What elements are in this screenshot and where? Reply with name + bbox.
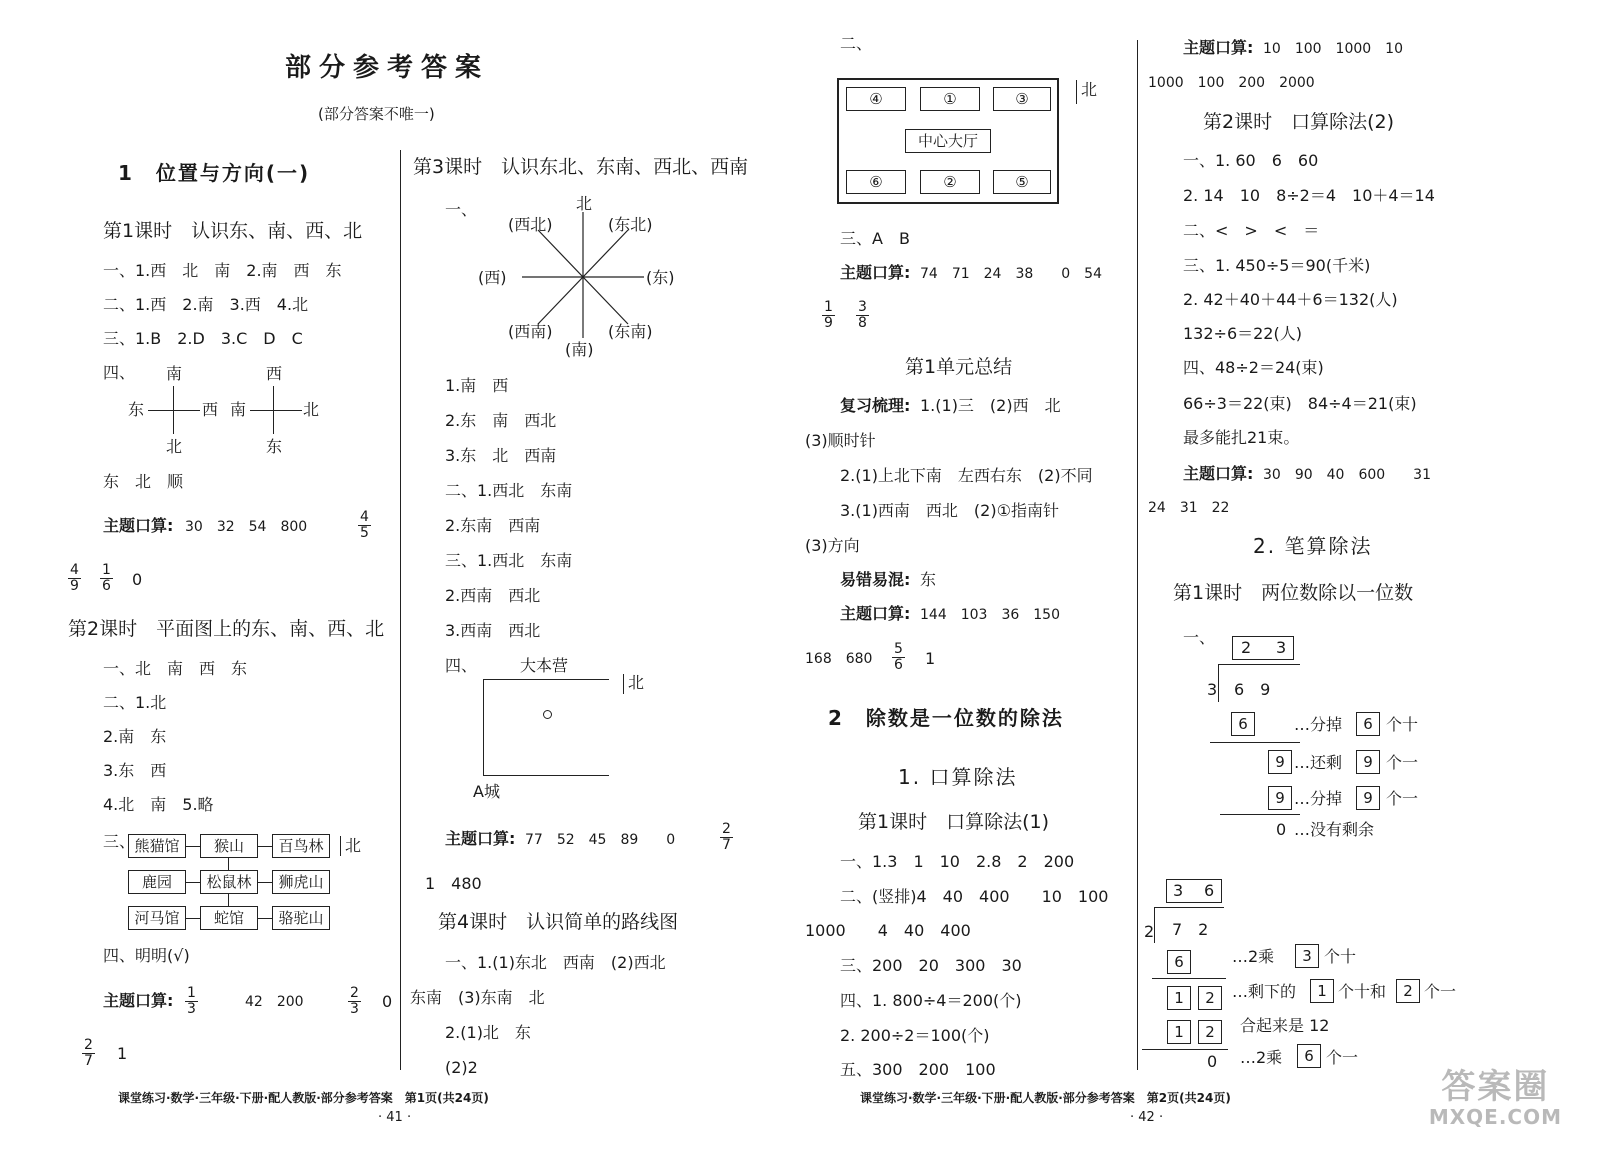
- div1-r4: 0: [1276, 820, 1287, 839]
- left-footer: 课堂练习·数学·三年级·下册·配人教版·部分参考答案 第1页(共24页): [118, 1091, 489, 1105]
- zoo-link: [258, 846, 272, 847]
- left-page-number: · 41 ·: [378, 1110, 412, 1125]
- route-line: [483, 775, 609, 776]
- zoo-cell-3: 鹿园: [128, 870, 186, 894]
- watermark-url: MXQE.COM: [1428, 1105, 1562, 1129]
- oral1-frac-a: $\frac{1}{9}$: [824, 299, 833, 331]
- cross2-top: 西: [266, 364, 283, 383]
- div2-t2b: 1: [1310, 979, 1334, 1003]
- zoo-link: [258, 918, 272, 919]
- div1-dividend: 6 9: [1234, 680, 1271, 699]
- c2-line-8: 66÷3＝22(束) 84÷4＝21(束): [1183, 394, 1417, 413]
- c2-q1-label: 一、: [1183, 628, 1216, 647]
- lesson1-q4-label: 四、: [103, 363, 136, 382]
- cross2-right: 北: [303, 400, 320, 419]
- lesson4-heading: 第4课时 认识简单的路线图: [438, 911, 679, 933]
- c2-line-7: 四、48÷2＝24(束): [1183, 358, 1324, 377]
- lesson3-q4-label: 四、: [445, 656, 478, 675]
- compass-se: (东南): [608, 322, 653, 341]
- lesson4-line-2: 东南 (3)东南 北: [410, 988, 545, 1007]
- cross1-bottom: 北: [166, 437, 183, 456]
- r-lesson1-heading: 第1课时 口算除法(1): [858, 811, 1050, 833]
- hall-room-bottom-1: ②: [920, 170, 980, 194]
- div2-r2b: 2: [1198, 986, 1222, 1010]
- c2-oral2-tail: 24 31 22: [1148, 500, 1230, 516]
- right-footer: 课堂练习·数学·三年级·下册·配人教版·部分参考答案 第2页(共24页): [860, 1091, 1231, 1105]
- lesson2-line-2: 二、1.北: [103, 693, 167, 712]
- c2-line-1: 一、1. 60 6 60: [1183, 151, 1319, 170]
- watermark-logo: [1428, 1067, 1562, 1132]
- div1-t1c: 个十: [1386, 715, 1419, 734]
- compass-ne: (东北): [608, 215, 653, 234]
- div2-t3: 合起来是 12: [1240, 1016, 1330, 1035]
- div2-r2a: 1: [1167, 986, 1191, 1010]
- div1-t1b: 6: [1356, 712, 1380, 736]
- zoo-cell-0: 熊猫馆: [128, 834, 186, 858]
- route-city: A城: [473, 782, 500, 801]
- column-divider: [1137, 40, 1138, 1070]
- div2-dividend: 7 2: [1172, 920, 1209, 939]
- lesson1-line-3: 三、1.B 2.D 3.C D C: [103, 329, 303, 348]
- lesson1-tail: 东 北 顺: [103, 472, 184, 491]
- right-page-number: · 42 ·: [1130, 1110, 1164, 1125]
- compass-s: (南): [565, 340, 594, 359]
- route-north: 北: [628, 673, 645, 692]
- div1-t2b: 9: [1356, 750, 1380, 774]
- div2-t2a: …剩下的: [1232, 982, 1297, 1001]
- zoo-link: [228, 858, 229, 870]
- lesson3-line-5: 2.东南 西南: [445, 516, 541, 535]
- div2-q2: 6: [1204, 881, 1215, 900]
- lesson1-oral-values: 30 32 54 800: [185, 519, 308, 535]
- div2-r3b: 2: [1198, 1020, 1222, 1044]
- c2-line-4: 三、1. 450÷5＝90(千米): [1183, 256, 1371, 275]
- lesson3-heading: 第3课时 认识东北、东南、西北、西南: [413, 156, 749, 178]
- div1-rule: [1220, 814, 1300, 815]
- div1-q2: 3: [1276, 638, 1287, 657]
- lesson1-oral-label: 主题口算:: [103, 516, 174, 535]
- hall-room-bottom-2: ⑤: [993, 170, 1051, 194]
- cross1-h: [148, 410, 200, 411]
- unit1-heading: 1 位置与方向(一): [118, 161, 311, 185]
- sec1-heading: 1. 口算除法: [898, 765, 1018, 789]
- compass-w: (西): [478, 268, 507, 287]
- r-lesson1-line-6: 2. 200÷2＝100(个): [840, 1026, 990, 1045]
- div2-t2d: 2: [1396, 979, 1420, 1003]
- oral1-values: 74 71 24 38 0 54: [920, 266, 1102, 282]
- lesson2-frac-c: $\frac{2}{7}$: [84, 1037, 93, 1069]
- div2-r3a: 1: [1167, 1020, 1191, 1044]
- div2-bracket: [1154, 907, 1224, 908]
- hall-room-top-2: ③: [993, 87, 1051, 111]
- cross2-bottom: 东: [266, 437, 283, 456]
- cross2-v: [273, 386, 274, 434]
- summary-line-4: 3.(1)西南 西北 (2)①指南针: [840, 501, 1059, 520]
- lesson3-q1-label: 一、: [445, 200, 478, 219]
- summary-confuse-label: 易错易混:: [840, 570, 911, 589]
- lesson1-line-1: 一、1.西 北 南 2.南 西 东: [103, 261, 342, 280]
- lesson3-line-2: 2.东 南 西北: [445, 411, 557, 430]
- div1-r2: 9: [1268, 750, 1292, 774]
- div1-t2a: …还剩: [1294, 753, 1343, 772]
- summary-oral-tail: 168 680: [805, 651, 873, 667]
- lesson3-line-1: 1.南 西: [445, 376, 509, 395]
- zoo-cell-1: 猴山: [200, 834, 258, 858]
- div1-t1a: …分掉: [1294, 715, 1343, 734]
- zoo-cell-6: 河马馆: [128, 906, 186, 930]
- zoo-north: 北: [345, 836, 362, 855]
- lesson2-line-3: 2.南 东: [103, 727, 167, 746]
- summary-oral-values: 144 103 36 150: [920, 607, 1060, 623]
- lesson1-heading: 第1课时 认识东、南、西、北: [103, 220, 363, 242]
- div2-t1b: 3: [1295, 944, 1319, 968]
- cross1-top: 南: [166, 364, 183, 383]
- lesson2-line-5: 4.北 南 5.略: [103, 795, 214, 814]
- q2-label: 二、: [840, 34, 873, 53]
- c2-line-9: 最多能扎21束。: [1183, 428, 1300, 447]
- lesson1-frac-a: $\frac{4}{5}$: [360, 509, 369, 541]
- summary-confuse-value: 东: [920, 570, 937, 589]
- q3-line: 三、A B: [840, 229, 910, 248]
- div1-t4: …没有剩余: [1294, 820, 1375, 839]
- div1-r3: 9: [1268, 786, 1292, 810]
- div1-t3a: …分掉: [1294, 789, 1343, 808]
- div2-t4b: 6: [1297, 1044, 1321, 1068]
- point-marker-icon: [543, 710, 552, 719]
- watermark-text: 答案圈: [1441, 1067, 1550, 1107]
- north-arrow-icon: [340, 836, 341, 856]
- div1-r1: 6: [1231, 712, 1255, 736]
- cross1-right: 西: [202, 400, 219, 419]
- compass-n: 北: [576, 194, 593, 213]
- lesson3-frac-a: $\frac{2}{7}$: [722, 821, 731, 853]
- compass-e: (东): [646, 268, 675, 287]
- lesson3-line-4: 二、1.西北 东南: [445, 481, 573, 500]
- lesson2-line-1: 一、北 南 西 东: [103, 659, 248, 678]
- summary-review-label: 复习梳理:: [840, 396, 911, 415]
- c2-line-2: 2. 14 10 8÷2＝4 10＋4＝14: [1183, 186, 1435, 205]
- hall-room-top-0: ④: [846, 87, 906, 111]
- lesson2-oral-label: 主题口算:: [103, 991, 174, 1010]
- div1-t3c: 个一: [1386, 789, 1419, 808]
- lesson2-oral-mid: 0: [382, 992, 393, 1011]
- lesson1-frac-c: $\frac{1}{6}$: [102, 562, 111, 594]
- lesson3-line-6: 三、1.西北 东南: [445, 551, 573, 570]
- lesson3-line-8: 3.西南 西北: [445, 621, 541, 640]
- zoo-link: [186, 846, 200, 847]
- north-arrow-icon: [1076, 80, 1077, 104]
- div1-t2c: 个一: [1386, 753, 1419, 772]
- c2-line-6: 132÷6＝22(人): [1183, 324, 1302, 343]
- div2-r4: 0: [1207, 1052, 1218, 1071]
- lesson3-oral-end: 1 480: [425, 874, 482, 893]
- div1-bracket: [1218, 664, 1300, 665]
- cross2-left: 南: [230, 400, 247, 419]
- c2-oral2-label: 主题口算:: [1183, 464, 1254, 483]
- div1-bracket: [1218, 664, 1219, 702]
- div1-rule: [1210, 742, 1300, 743]
- north-arrow-icon: [623, 674, 624, 694]
- c2-oral-values2: 1000 100 200 2000: [1148, 75, 1315, 91]
- lesson4-line-1: 一、1.(1)东北 西南 (2)西北: [445, 953, 666, 972]
- c2-line-3: 二、< > < ＝: [1183, 221, 1320, 240]
- route-line: [483, 679, 609, 680]
- r-lesson1-line-2: 二、(竖排)4 40 400 10 100: [840, 887, 1109, 906]
- lesson1-oral-end: 0: [132, 570, 143, 589]
- div2-t2e: 个一: [1424, 982, 1457, 1001]
- c2-line-5: 2. 42＋40＋44＋6＝132(人): [1183, 290, 1398, 309]
- lesson2-line-4: 3.东 西: [103, 761, 167, 780]
- hall-room-top-1: ①: [920, 87, 980, 111]
- div2-r1: 6: [1167, 950, 1191, 974]
- c2-oral-label: 主题口算:: [1183, 38, 1254, 57]
- lesson2-heading: 第2课时 平面图上的东、南、西、北: [68, 618, 385, 640]
- lesson2-frac-b: $\frac{2}{3}$: [350, 985, 359, 1017]
- route-camp: 大本营: [520, 656, 569, 675]
- unit2-heading: 2 除数是一位数的除法: [828, 706, 1064, 730]
- div2-bracket: [1154, 907, 1155, 943]
- c2-oral2-values: 30 90 40 600 31: [1263, 467, 1431, 483]
- zoo-link: [228, 894, 229, 906]
- route-line: [483, 679, 484, 775]
- r-lesson1-line-7: 五、300 200 100: [840, 1060, 996, 1079]
- lesson2-frac-a: $\frac{1}{3}$: [187, 985, 196, 1017]
- r-lesson1-line-3: 1000 4 40 400: [805, 921, 971, 940]
- summary-line-3: 2.(1)上北下南 左西右东 (2)不同: [840, 466, 1093, 485]
- div2-t1c: 个十: [1324, 947, 1357, 966]
- cross2-h: [250, 410, 302, 411]
- div1-divisor: 3: [1207, 680, 1218, 699]
- cross1-left: 东: [128, 400, 145, 419]
- div2-t4c: 个一: [1326, 1048, 1359, 1067]
- right-page: [800, 0, 1600, 1150]
- compass-sw: (西南): [508, 322, 553, 341]
- div2-q1: 3: [1173, 881, 1184, 900]
- r-lesson1-line-4: 三、200 20 300 30: [840, 956, 1022, 975]
- column-divider: [400, 150, 401, 1070]
- hall-center: 中心大厅: [905, 129, 991, 153]
- lesson1-frac-b: $\frac{4}{9}$: [70, 562, 79, 594]
- lesson3-line-3: 3.东 北 西南: [445, 446, 557, 465]
- lesson2-q3-label: 三、: [103, 832, 136, 851]
- zoo-cell-5: 狮虎山: [272, 870, 330, 894]
- c2-oral-values: 10 100 1000 10: [1263, 41, 1403, 57]
- div2-rule: [1142, 1049, 1228, 1050]
- div2-rule: [1152, 978, 1226, 979]
- div2-t1a: …2乘: [1232, 947, 1275, 966]
- lesson4-line-3: 2.(1)北 东: [445, 1023, 531, 1042]
- r-lesson1-line-5: 四、1. 800÷4＝200(个): [840, 991, 1022, 1010]
- sec2-heading: 2. 笔算除法: [1253, 534, 1373, 558]
- zoo-link: [186, 918, 200, 919]
- r-lesson1-line-1: 一、1.3 1 10 2.8 2 200: [840, 852, 1075, 871]
- zoo-cell-2: 百鸟林: [272, 834, 330, 858]
- oral1-frac-b: $\frac{3}{8}$: [858, 299, 867, 331]
- oral1-label: 主题口算:: [840, 263, 911, 282]
- lesson3-line-7: 2.西南 西北: [445, 586, 541, 605]
- page-subtitle: (部分答案不唯一): [318, 105, 435, 123]
- zoo-cell-4: 松鼠林: [200, 870, 258, 894]
- c2-lesson2-heading: 第2课时 口算除法(2): [1203, 111, 1395, 133]
- zoo-link: [186, 882, 200, 883]
- summary-oral-end: 1: [925, 649, 936, 668]
- lesson3-oral-label: 主题口算:: [445, 829, 516, 848]
- hall-north: 北: [1081, 80, 1098, 99]
- lesson1-line-2: 二、1.西 2.南 3.西 4.北: [103, 295, 309, 314]
- summary-line-2: (3)顺时针: [805, 431, 876, 450]
- lesson2-oral-end: 1: [117, 1044, 128, 1063]
- summary-line-5: (3)方向: [805, 536, 860, 555]
- lesson2-oral-values: 42 200: [245, 994, 304, 1010]
- hall-room-bottom-0: ⑥: [846, 170, 906, 194]
- zoo-cell-8: 骆驼山: [272, 906, 330, 930]
- zoo-cell-7: 蛇馆: [200, 906, 258, 930]
- div2-t4a: …2乘: [1240, 1048, 1283, 1067]
- summary-oral-label: 主题口算:: [840, 604, 911, 623]
- lesson3-oral-values: 77 52 45 89 0: [525, 832, 676, 848]
- lesson2-q4-line: 四、明明(√): [103, 946, 190, 965]
- summary-line-1: 1.(1)三 (2)西 北: [920, 396, 1061, 415]
- div2-divisor: 2: [1144, 922, 1155, 941]
- page-title: 部分参考答案: [285, 53, 490, 83]
- compass-nw: (西北): [508, 215, 553, 234]
- summary-heading: 第1单元总结: [905, 356, 1013, 378]
- zoo-link: [258, 882, 272, 883]
- lesson4-line-4: (2)2: [445, 1058, 478, 1077]
- div1-q1: 2: [1241, 638, 1252, 657]
- div2-t2c: 个十和: [1338, 982, 1387, 1001]
- summary-frac: $\frac{5}{6}$: [894, 641, 903, 673]
- c2-lesson3-heading: 第1课时 两位数除以一位数: [1173, 582, 1414, 604]
- cross1-v: [173, 386, 174, 434]
- div1-t3b: 9: [1356, 786, 1380, 810]
